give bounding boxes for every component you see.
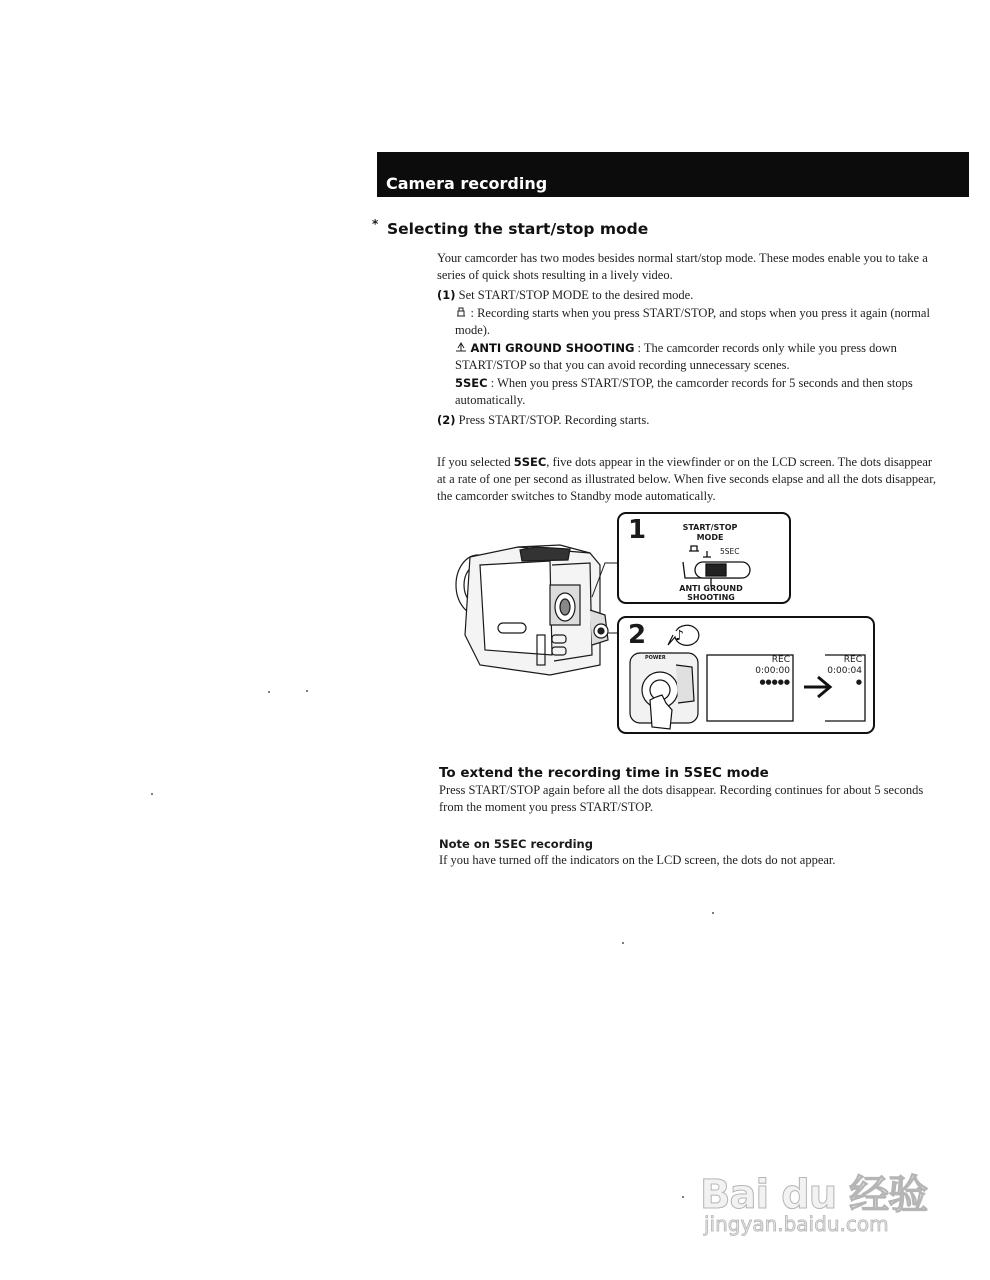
- dots-paragraph-bold: 5SEC: [513, 455, 547, 469]
- extend-paragraph: Press START/STOP again before all the dots disappear. Recording continues for about 5 seconds from the moment you press START/STOP.: [439, 783, 924, 814]
- beep-note-icon: ♪: [675, 628, 684, 644]
- section-title-bar: [377, 152, 969, 197]
- page-heading: Selecting the start/stop mode: [387, 220, 649, 238]
- start-stop-mode-label-line1: START/STOP: [682, 523, 738, 532]
- normal-mode-item: [455, 305, 940, 339]
- lcd-after-time: 0:00:04: [827, 666, 862, 676]
- lcd-before-dots: ●●●●●: [759, 678, 790, 686]
- start-stop-mode-label: [674, 523, 746, 543]
- normal-mode-icon: [455, 307, 471, 320]
- step-2: [437, 412, 937, 429]
- note-heading: Note on 5SEC recording: [439, 837, 593, 851]
- lcd-after-rec: REC: [843, 655, 862, 665]
- figure-step-1-number: 1: [628, 515, 647, 545]
- dots-paragraph-end: , five dots appear in the viewfinder or on the LCD screen. The dots disappear at a rate of one per second as illustrated below. When five seconds elapse and all the dots disappear, the camcorder switches to Standby mode automatically.: [437, 455, 936, 503]
- start-stop-mode-label-line2: MODE: [696, 533, 724, 542]
- intro-paragraph: Your camcorder has two modes besides normal start/stop mode. These modes enable you to take a series of quick shots resulting in a lively video.: [437, 251, 928, 282]
- anti-ground-icon: [455, 342, 471, 355]
- fivesec-switch-label: 5SEC: [720, 547, 740, 556]
- baidu-watermark: Bai du 经验: [700, 1172, 928, 1218]
- scan-speck: [151, 793, 153, 795]
- step-1: [437, 287, 937, 304]
- step-2-text: Press START/STOP. Recording starts.: [458, 413, 650, 427]
- section-title: Camera recording: [386, 174, 548, 193]
- dots-paragraph-start: If you selected: [437, 455, 514, 469]
- scan-speck: [622, 942, 624, 944]
- power-label: POWER: [645, 655, 666, 661]
- anti-ground-switch-label: [674, 584, 748, 602]
- camcorder-illustration: [440, 505, 880, 740]
- lcd-after-readout: [818, 655, 862, 688]
- asterisk-mark: *: [372, 217, 379, 231]
- figure-step-2-number: 2: [628, 620, 647, 650]
- lcd-before-time: 0:00:00: [755, 666, 790, 676]
- anti-ground-text: : The camcorder records only while you press down START/STOP so that you can avoid recording unnecessary scenes.: [455, 341, 897, 372]
- scan-speck: [712, 912, 714, 914]
- dots-paragraph: [437, 454, 942, 505]
- note-paragraph: If you have turned off the indicators on the LCD screen, the dots do not appear.: [439, 853, 836, 867]
- fivesec-item: [455, 375, 940, 409]
- lcd-before-readout: [740, 655, 790, 688]
- camcorder-drawing: [456, 545, 618, 675]
- baidu-watermark-url: jingyan.baidu.com: [704, 1212, 889, 1236]
- extend-heading: To extend the recording time in 5SEC mode: [439, 765, 769, 781]
- lcd-before-rec: REC: [771, 655, 790, 665]
- step-2-number: (2): [437, 413, 456, 427]
- anti-ground-label: ANTI GROUND SHOOTING: [470, 341, 635, 355]
- anti-ground-switch-label-line1: ANTI GROUND: [679, 584, 743, 593]
- scan-speck: [306, 690, 308, 692]
- scan-speck: [268, 691, 270, 693]
- fivesec-text: : When you press START/STOP, the camcorder records for 5 seconds and then stops automatically.: [455, 376, 913, 407]
- fivesec-label: 5SEC: [455, 376, 488, 390]
- normal-mode-text: : Recording starts when you press START/STOP, and stops when you press it again (normal mode).: [455, 306, 930, 337]
- step-1-number: (1): [437, 288, 456, 302]
- lcd-after-dots: ●: [855, 678, 862, 686]
- anti-ground-switch-label-line2: SHOOTING: [687, 593, 735, 602]
- scan-speck: [682, 1196, 684, 1198]
- anti-ground-item: [455, 340, 940, 374]
- step-1-text: Set START/STOP MODE to the desired mode.: [458, 288, 694, 302]
